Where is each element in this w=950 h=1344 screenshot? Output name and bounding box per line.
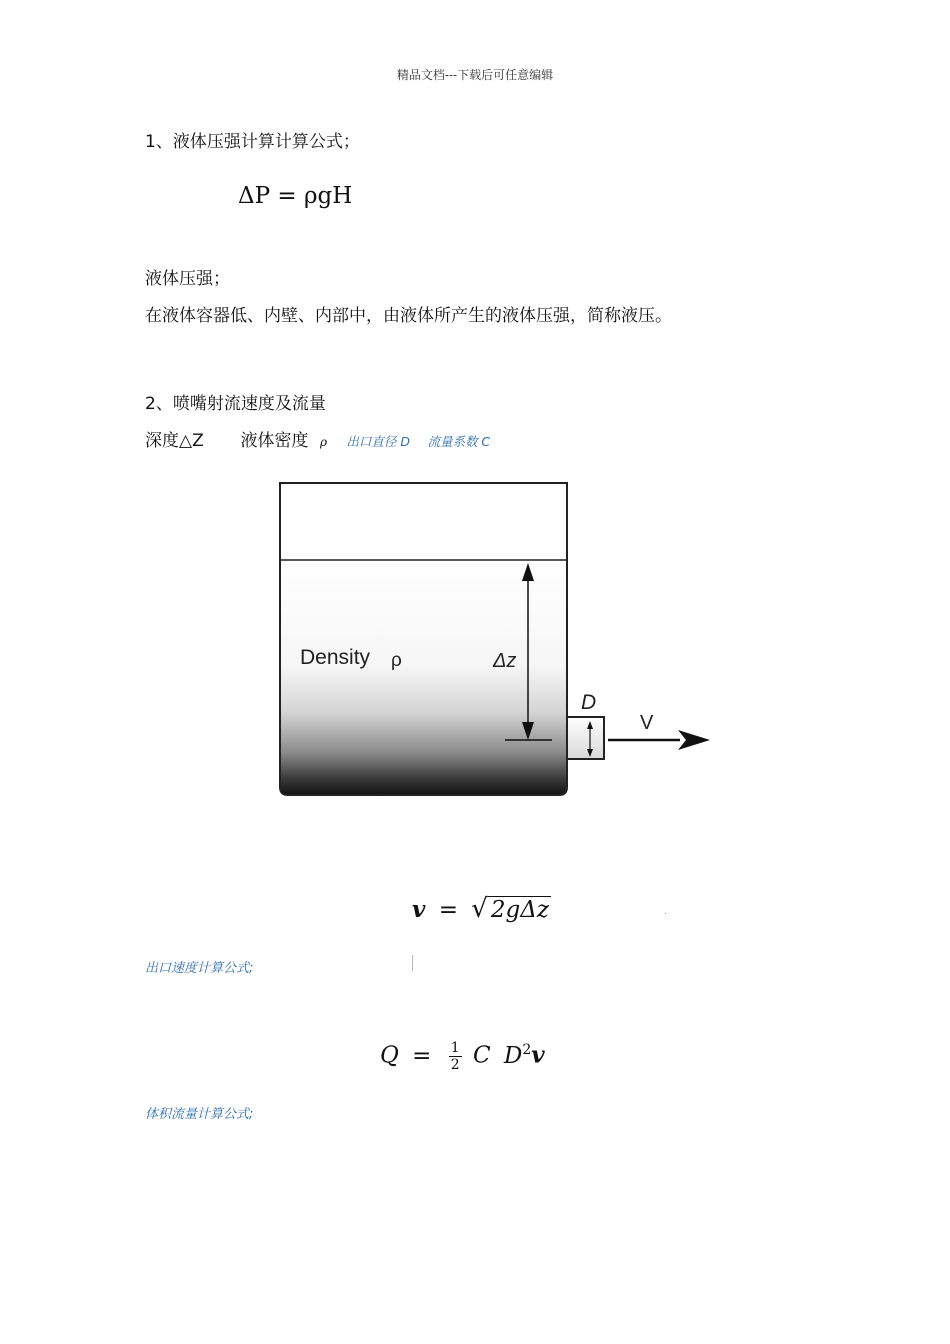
section2-heading: 2、喷嘴射流速度及流量	[145, 394, 326, 414]
d-label: D	[581, 691, 597, 714]
flow-d: D	[503, 1042, 523, 1069]
flow-frac-num: 1	[450, 1040, 460, 1056]
variables-line	[145, 426, 490, 451]
pressure-formula: ΔP = ρgH	[238, 183, 353, 209]
flow-fraction	[449, 1040, 462, 1073]
density-label: Density	[300, 646, 371, 669]
page-header: 精品文档---下载后可任意编辑	[396, 68, 554, 82]
velocity-lhs: v	[412, 896, 426, 923]
velocity-radicand: 2gΔz	[488, 896, 551, 923]
jet-arrowhead	[678, 730, 710, 750]
density-symbol: ρ	[391, 650, 402, 671]
flow-caption: 体积流量计算公式;	[145, 1107, 254, 1122]
tank-diagram	[270, 475, 730, 805]
flow-formula	[380, 1040, 545, 1073]
v-label: V	[640, 712, 654, 734]
var-depth: 深度△Z	[145, 431, 204, 451]
velocity-formula	[412, 894, 551, 924]
sqrt-sign: √	[471, 894, 488, 924]
dz-label: Δz	[493, 650, 517, 672]
var-density: 液体密度	[240, 431, 309, 451]
var-coefficient: 流量系数 C	[427, 434, 491, 449]
flow-v: v	[531, 1041, 545, 1069]
pressure-definition: 在液体容器低、内壁、内部中，由液体所产生的液体压强，简称液压。	[145, 306, 672, 326]
var-diameter: 出口直径 D	[346, 434, 411, 449]
velocity-caption: 出口速度计算公式;	[145, 961, 254, 976]
section1-heading: 1、液体压强计算计算公式；	[145, 132, 360, 152]
pressure-term: 液体压强；	[145, 269, 230, 289]
flow-lhs: Q	[380, 1042, 399, 1069]
velocity-eq: =	[438, 897, 458, 923]
liquid-fill	[280, 560, 567, 795]
stray-dot	[665, 913, 666, 914]
flow-frac-den: 2	[450, 1057, 460, 1073]
var-density-symbol: ρ	[319, 435, 328, 449]
flow-c: C	[473, 1042, 491, 1069]
text-cursor	[412, 955, 413, 971]
flow-exp: 2	[522, 1041, 532, 1058]
nozzle	[567, 717, 604, 759]
flow-eq: =	[412, 1042, 432, 1069]
